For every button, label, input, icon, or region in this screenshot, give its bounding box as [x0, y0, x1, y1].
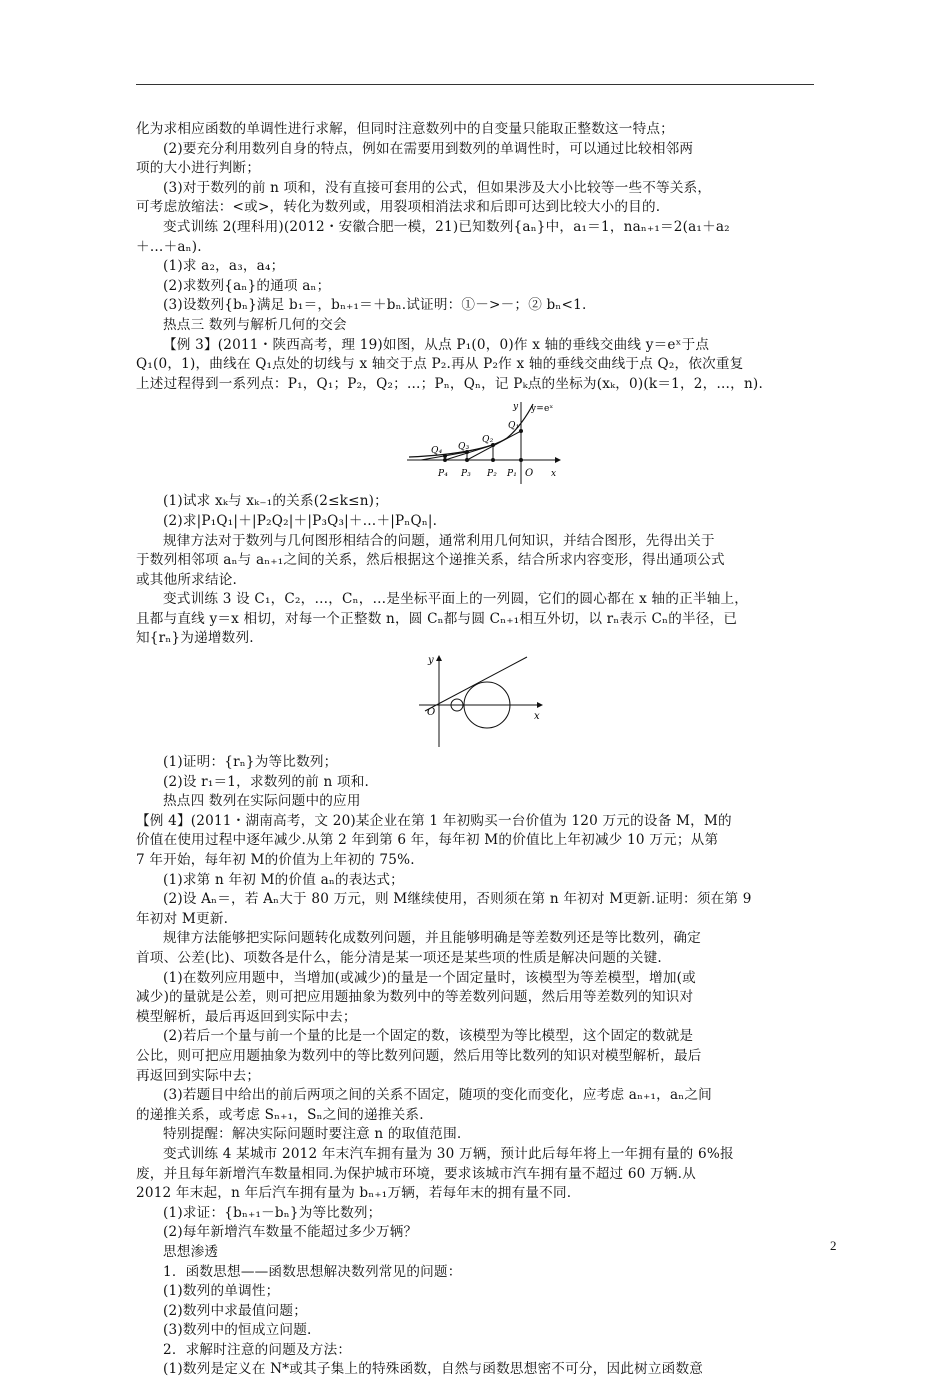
- text-line: 2012 年末起，n 年后汽车拥有量为 bₙ₊₁万辆，若每年末的拥有量不同.: [136, 1185, 572, 1202]
- point-q4: [443, 454, 447, 458]
- text-line: 2．求解时注意的问题及方法：: [163, 1341, 352, 1358]
- header-rule: [136, 84, 814, 85]
- section-heading: 思想渗透: [163, 1243, 219, 1260]
- text-line: 模型解析，最后再返回到实际中去；: [136, 1008, 357, 1025]
- point-q1: [519, 429, 523, 433]
- point-label: Q₄: [431, 446, 443, 457]
- text-line: 废，并且每年新增汽车数量相同.为保护城市环境，要求该城市汽车拥有量不超过 60 万辆.从: [136, 1165, 696, 1182]
- point-p1: [519, 458, 523, 462]
- text-line: (2)数列中求最值问题；: [163, 1302, 307, 1319]
- text-line: (1)求证：{bₙ₊₁－bₙ}为等比数列；: [163, 1204, 382, 1221]
- point-label: Q₁: [508, 421, 520, 432]
- text-line: 变式训练 3 设 C₁，C₂，…，Cₙ，…是坐标平面上的一列圆，它们的圆心都在 x 轴的正半轴上，: [163, 591, 749, 608]
- text-line: (2)要充分利用数列自身的特点，例如在需要用到数列的单调性时，可以通过比较相邻两: [163, 140, 694, 157]
- text-line: 于数列相邻项 aₙ与 aₙ₊₁之间的关系，然后根据这个递推关系，结合所求内容变形，得出通项公式: [136, 552, 725, 569]
- document-body: [136, 120, 816, 1380]
- text-line: 知{rₙ}为递增数列.: [136, 630, 254, 647]
- text-line: 7 年开始，每年初 M的价值为上年初的 75%.: [136, 852, 415, 869]
- y-axis-label: y: [513, 402, 519, 413]
- point-label: P₃: [461, 469, 472, 480]
- text-line: (1)求 a₂，a₃，a₄；: [163, 258, 285, 275]
- text-line: (1)求第 n 年初 M的价值 aₙ的表达式；: [163, 871, 404, 888]
- text-line: 再返回到实际中去；: [136, 1067, 261, 1084]
- text-line: 特别提醒：解决实际问题时要注意 n 的取值范围.: [163, 1126, 462, 1143]
- text-line: (2)求数列{aₙ}的通项 aₙ；: [163, 277, 331, 294]
- point-label: P₄: [438, 469, 449, 480]
- text-line: (3)若题目中给出的前后两项之间的关系不固定，随项的变化而变化，应考虑 aₙ₊₁，aₙ之间: [163, 1087, 712, 1104]
- text-line: 化为求相应函数的单调性进行求解，但同时注意数列中的自变量只能取正整数这一特点；: [136, 121, 674, 137]
- text-line: 减少)的量就是公差，则可把应用题抽象为数列中的等差数列问题，然后用等差数列的知识对: [136, 989, 694, 1006]
- text-line: 的递推关系，或考虑 Sₙ₊₁，Sₙ之间的递推关系.: [136, 1106, 424, 1123]
- x-axis-label: x: [534, 711, 540, 723]
- point-label: P₂: [487, 469, 498, 480]
- section-heading: 热点四 数列在实际问题中的应用: [163, 793, 361, 810]
- point-p4: [443, 458, 447, 462]
- text-line: 首项、公差(比)、项数各是什么，能分清是某一项还是某些项的性质是解决问题的关键.: [136, 950, 662, 966]
- text-line: (2)求|P₁Q₁|＋|P₂Q₂|＋|P₃Q₃|＋…＋|PₙQₙ|.: [163, 512, 438, 529]
- text-line: 变式训练 4 某城市 2012 年末汽车拥有量为 30 万辆，预计此后每年将上一年拥有量的 6%报: [163, 1145, 734, 1162]
- text-line: (1)数列是定义在 N*或其子集上的特殊函数，自然与函数思想密不可分，因此树立函数意: [163, 1361, 704, 1378]
- point-label: Q₃: [458, 442, 470, 453]
- text-line: (1)在数列应用题中，当增加(或减少)的量是一个固定量时，该模型为等差模型，增加(或: [163, 969, 696, 986]
- text-line: 年初对 M更新.: [136, 910, 229, 927]
- tangent-line-y-eq-x: [425, 657, 527, 711]
- y-axis-arrow: [436, 655, 442, 661]
- page-number: 2: [830, 1238, 837, 1253]
- text-line: 公比，则可把应用题抽象为数列中的等比数列问题，然后用等比数列的知识对模型解析，最后: [136, 1047, 702, 1064]
- y-axis-label: y: [428, 655, 434, 667]
- origin-label: O: [427, 707, 436, 719]
- text-line: (2)设 r₁＝1，求数列的前 n 项和.: [163, 773, 370, 790]
- text-line: 【例 3】(2011・陕西高考，理 19)如图，从点 P₁(0，0)作 x 轴的垂线交曲线 y＝eˣ于点: [163, 336, 710, 353]
- text-line: Q₁(0，1)，曲线在 Q₁点处的切线与 x 轴交于点 P₂.再从 P₂作 x 轴的垂线交曲线于点 Q₂，依次重复: [136, 356, 744, 373]
- text-line: 1．函数思想——函数思想解决数列常见的问题：: [163, 1263, 462, 1280]
- text-line: (3)设数列{bₙ}满足 b₁＝，bₙ₊₁＝＋bₙ.试证明：①－>－；② bₙ<1.: [163, 297, 587, 314]
- x-axis-label: x: [551, 469, 557, 480]
- text-line: (2)若后一个量与前一个量的比是一个固定的数，该模型为等比模型，这个固定的数就是: [163, 1028, 694, 1045]
- text-line: 项的大小进行判断；: [136, 160, 261, 177]
- text-line: (2)每年新增汽车数量不能超过多少万辆？: [163, 1224, 418, 1241]
- text-line: 【例 4】(2011・湖南高考，文 20)某企业在第 1 年初购买一台价值为 120 万元的设备 M，M的: [136, 812, 732, 829]
- text-line: 上述过程得到一系列点：P₁，Q₁；P₂，Q₂；…；Pₙ，Qₙ，记 Pₖ点的坐标为(xₖ，0)(k＝1，2，…，n).: [136, 375, 763, 392]
- text-line: (1)数列的单调性；: [163, 1283, 280, 1300]
- point-p3: [465, 458, 469, 462]
- text-line: 价值在使用过程中逐年减少.从第 2 年到第 6 年，每年初 M的价值比上年初减少 10 万元；从第: [136, 832, 719, 849]
- curve-label: y=eˣ: [531, 404, 554, 415]
- text-line: (3)对于数列的前 n 项和，没有直接可套用的公式，但如果涉及大小比较等一些不等关系，: [163, 179, 712, 196]
- text-line: 且都与直线 y＝x 相切，对每一个正整数 n，圆 Cₙ都与圆 Cₙ₊₁相互外切，以 rₙ表示 Cₙ的半径，已: [136, 610, 738, 627]
- point-p2: [491, 458, 495, 462]
- text-line: 规律方法对于数列与几何图形相结合的问题，通常利用几何知识，并结合图形，先得出关于: [163, 532, 715, 549]
- text-line: ＋…＋aₙ).: [136, 238, 202, 255]
- text-line: (1)试求 xₖ与 xₖ₋₁的关系(2≤k≤n)；: [163, 493, 388, 510]
- origin-label: O: [525, 468, 534, 480]
- exponential-curve-figure: [407, 400, 567, 486]
- text-line: (1)证明：{rₙ}为等比数列；: [163, 754, 338, 771]
- text-line: 可考虑放缩法：<或>，转化为数列或，用裂项相消法求和后即可达到比较大小的目的.: [136, 199, 661, 216]
- point-label: Q₂: [482, 435, 494, 446]
- text-line: (2)设 Aₙ＝，若 Aₙ大于 80 万元，则 M继续使用，否则须在第 n 年初对 M更新.证明：须在第 9: [163, 891, 752, 908]
- text-line: 或其他所求结论.: [136, 571, 238, 588]
- point-label: P₁: [507, 469, 518, 480]
- text-line: 变式训练 2(理科用)(2012・安徽合肥一模，21)已知数列{aₙ}中，a₁＝1，naₙ₊₁＝2(a₁＋a₂: [163, 218, 730, 235]
- text-line: 规律方法能够把实际问题转化成数列问题，并且能够明确是等差数列还是等比数列，确定: [163, 930, 701, 947]
- text-line: (3)数列中的恒成立问题.: [163, 1322, 312, 1339]
- section-heading: 热点三 数列与解析几何的交会: [163, 316, 347, 333]
- x-axis-arrow: [555, 457, 561, 463]
- x-axis-arrow: [537, 702, 543, 708]
- tangent-circles-figure: [417, 653, 547, 749]
